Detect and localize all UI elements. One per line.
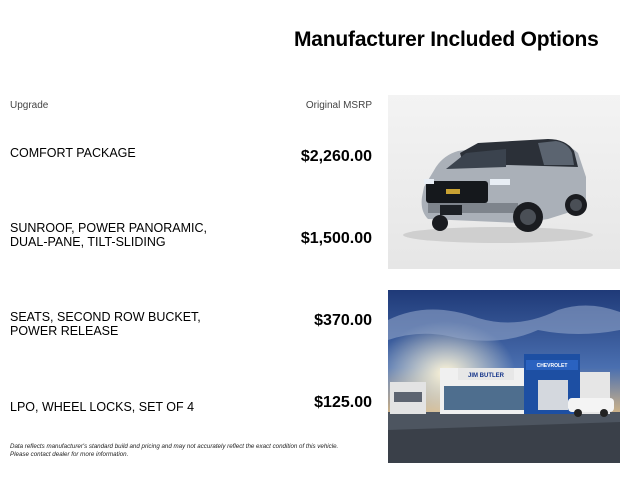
option-name: LPO, WHEEL LOCKS, SET OF 4: [10, 400, 195, 414]
option-price: $2,260.00: [300, 148, 372, 165]
option-price: $1,500.00: [300, 230, 372, 247]
option-price: $125.00: [314, 394, 372, 411]
option-name: SEATS, SECOND ROW BUCKET, POWER RELEASE: [10, 310, 201, 338]
page-title: Manufacturer Included Options: [294, 28, 599, 51]
option-price: $370.00: [314, 312, 372, 329]
suv-photo: [388, 95, 620, 269]
option-name: SUNROOF, POWER PANORAMIC, DUAL-PANE, TILT-SLIDING: [10, 221, 208, 249]
dealership-photo: [388, 290, 620, 463]
msrp-column-header: Original MSRP: [305, 100, 372, 111]
brand-sign: CHEVROLET: [536, 363, 568, 369]
dealer-sign: JIM BUTLER: [468, 373, 504, 379]
disclaimer: Data reflects manufacturer's standard build and pricing and may not accurately reflect the exact condition of this vehicle. Please contact dealer for more information.: [10, 443, 339, 458]
upgrade-column-header: Upgrade: [10, 100, 49, 111]
option-name: COMFORT PACKAGE: [10, 146, 136, 160]
